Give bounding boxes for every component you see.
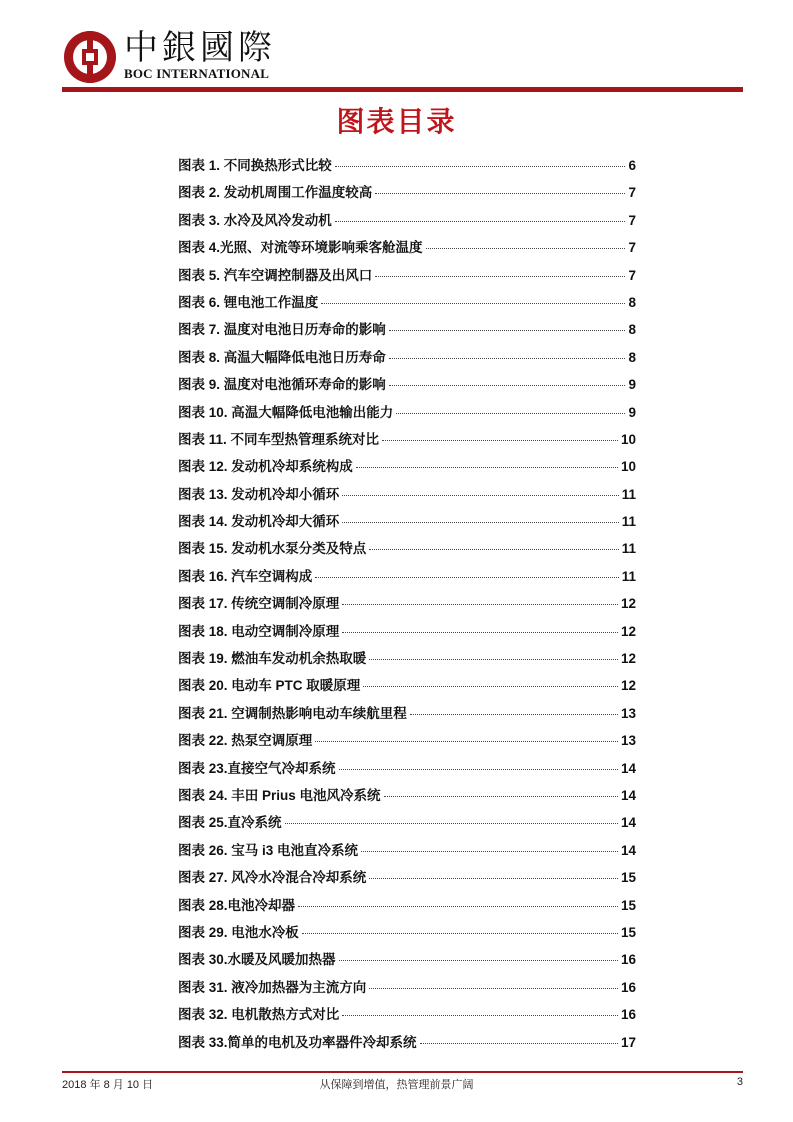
toc-dot-leader <box>389 385 626 386</box>
toc-entry-label: 图表 10. 高温大幅降低电池输出能力 <box>178 404 394 420</box>
toc-entry[interactable] <box>178 647 636 674</box>
toc-entry[interactable] <box>178 811 636 838</box>
toc-entry-label: 图表 15. 发动机水泵分类及特点 <box>178 541 367 557</box>
toc-entry-page: 12 <box>620 651 636 667</box>
toc-entry[interactable] <box>178 510 636 537</box>
toc-dot-leader <box>384 796 618 797</box>
footer-date: 2018 年 8 月 10 日 <box>62 1079 154 1091</box>
toc-entry[interactable] <box>178 346 636 373</box>
toc-dot-leader <box>356 467 618 468</box>
toc-entry-page: 8 <box>628 349 636 365</box>
toc-entry-page: 12 <box>620 596 636 612</box>
toc-entry-label: 图表 13. 发动机冷却小循环 <box>178 486 340 502</box>
toc-entry-label: 图表 20. 电动车 PTC 取暖原理 <box>178 678 361 694</box>
toc-entry-page: 14 <box>620 815 636 831</box>
toc-entry-label: 图表 6. 锂电池工作温度 <box>178 294 319 310</box>
footer-page-number: 3 <box>736 1076 743 1088</box>
brand-name-english: BOC INTERNATIONAL <box>124 66 270 81</box>
toc-entry-label: 图表 5. 汽车空调控制器及出风口 <box>178 267 373 283</box>
toc-dot-leader <box>342 604 618 605</box>
toc-dot-leader <box>361 851 618 852</box>
toc-entry[interactable] <box>178 592 636 619</box>
toc-entry[interactable] <box>178 729 636 756</box>
toc-entry-page: 13 <box>620 705 636 721</box>
toc-entry-page: 15 <box>620 924 636 940</box>
toc-entry[interactable] <box>178 181 636 208</box>
header-divider <box>62 87 743 92</box>
page-title: 图表目录 <box>336 105 457 138</box>
toc-entry-label: 图表 21. 空调制热影响电动车续航里程 <box>178 705 407 721</box>
toc-dot-leader <box>315 741 618 742</box>
toc-entry[interactable] <box>178 784 636 811</box>
brand-name-chinese: 中銀國際 <box>124 28 276 68</box>
toc-entry[interactable] <box>178 373 636 400</box>
toc-dot-leader <box>335 166 626 167</box>
toc-entry-label: 图表 4.光照、对流等环境影响乘客舱温度 <box>178 240 423 256</box>
toc-dot-leader <box>396 413 625 414</box>
toc-dot-leader <box>342 632 618 633</box>
toc-dot-leader <box>382 440 618 441</box>
toc-entry-label: 图表 30.水暖及风暖加热器 <box>178 952 336 968</box>
toc-entry-label: 图表 33.简单的电机及功率器件冷却系统 <box>178 1034 417 1050</box>
toc-entry[interactable] <box>178 948 636 975</box>
toc-entry[interactable] <box>178 483 636 510</box>
toc-dot-leader <box>389 358 626 359</box>
toc-entry[interactable] <box>178 702 636 729</box>
toc-entry[interactable] <box>178 894 636 921</box>
toc-entry[interactable] <box>178 674 636 701</box>
toc-entry[interactable] <box>178 620 636 647</box>
toc-entry-page: 15 <box>620 870 636 886</box>
toc-entry-label: 图表 12. 发动机冷却系统构成 <box>178 459 353 475</box>
toc-entry-label: 图表 22. 热泵空调原理 <box>178 733 313 749</box>
toc-entry-label: 图表 28.电池冷却器 <box>178 897 296 913</box>
toc-entry[interactable] <box>178 401 636 428</box>
toc-dot-leader <box>410 714 618 715</box>
toc-entry-page: 11 <box>621 568 636 584</box>
toc-entry-page: 11 <box>621 486 636 502</box>
toc-entry[interactable] <box>178 976 636 1003</box>
toc-entry-page: 7 <box>628 185 636 201</box>
toc-dot-leader <box>285 823 618 824</box>
page-header <box>0 0 793 95</box>
toc-entry-label: 图表 9. 温度对电池循环寿命的影响 <box>178 377 386 393</box>
toc-entry-page: 14 <box>620 787 636 803</box>
toc-dot-leader <box>298 906 618 907</box>
toc-entry-page: 12 <box>620 623 636 639</box>
toc-dot-leader <box>369 659 618 660</box>
toc-entry-page: 9 <box>628 377 636 393</box>
toc-entry-label: 图表 31. 液冷加热器为主流方向 <box>178 979 367 995</box>
toc-entry-page: 16 <box>620 952 636 968</box>
toc-entry-page: 11 <box>621 514 636 530</box>
toc-dot-leader <box>321 303 625 304</box>
toc-entry-label: 图表 23.直接空气冷却系统 <box>178 760 336 776</box>
toc-entry-page: 14 <box>620 842 636 858</box>
toc-dot-leader <box>302 933 618 934</box>
toc-entry[interactable] <box>178 839 636 866</box>
toc-dot-leader <box>342 1015 618 1016</box>
toc-entry[interactable] <box>178 154 636 181</box>
toc-entry-label: 图表 29. 电池水冷板 <box>178 924 299 940</box>
toc-dot-leader <box>315 577 618 578</box>
toc-entry-label: 图表 8. 高温大幅降低电池日历寿命 <box>178 349 386 365</box>
toc-entry-label: 图表 7. 温度对电池日历寿命的影响 <box>178 322 386 338</box>
table-of-figures <box>178 154 636 1058</box>
boc-coin-logo-icon <box>62 29 118 85</box>
toc-entry-page: 7 <box>628 267 636 283</box>
toc-dot-leader <box>335 221 626 222</box>
toc-entry-page: 6 <box>628 158 636 173</box>
toc-entry[interactable] <box>178 1031 636 1058</box>
toc-entry-label: 图表 11. 不同车型热管理系统对比 <box>178 431 380 447</box>
toc-entry-page: 12 <box>620 678 636 694</box>
toc-dot-leader <box>426 248 626 249</box>
toc-dot-leader <box>369 988 618 989</box>
toc-dot-leader <box>342 522 618 523</box>
toc-entry-label: 图表 14. 发动机冷却大循环 <box>178 514 340 530</box>
footer-divider <box>62 1071 743 1073</box>
toc-entry[interactable] <box>178 291 636 318</box>
toc-entry-page: 11 <box>621 541 636 557</box>
toc-dot-leader <box>389 330 626 331</box>
toc-entry-page: 7 <box>628 212 636 228</box>
toc-entry[interactable] <box>178 537 636 564</box>
toc-dot-leader <box>375 193 625 194</box>
toc-entry[interactable] <box>178 455 636 482</box>
toc-entry-page: 16 <box>620 979 636 995</box>
toc-entry-page: 9 <box>628 404 636 420</box>
toc-entry[interactable] <box>178 264 636 291</box>
toc-entry[interactable] <box>178 318 636 345</box>
toc-entry-page: 13 <box>620 733 636 749</box>
toc-entry-label: 图表 19. 燃油车发动机余热取暖 <box>178 651 367 667</box>
toc-entry-page: 10 <box>620 459 636 475</box>
toc-entry-page: 8 <box>628 322 636 338</box>
toc-entry[interactable] <box>178 209 636 236</box>
toc-entry-page: 15 <box>620 897 636 913</box>
toc-entry[interactable] <box>178 757 636 784</box>
toc-entry[interactable] <box>178 921 636 948</box>
toc-dot-leader <box>369 549 618 550</box>
toc-entry[interactable] <box>178 236 636 263</box>
toc-dot-leader <box>363 686 618 687</box>
toc-entry-label: 图表 32. 电机散热方式对比 <box>178 1007 340 1023</box>
toc-entry-page: 10 <box>620 431 636 447</box>
footer-report-title: 从保障到增值，热管理前景广阔 <box>319 1078 474 1091</box>
toc-entry-page: 7 <box>628 240 636 256</box>
toc-dot-leader <box>369 878 618 879</box>
toc-entry-label: 图表 16. 汽车空调构成 <box>178 568 313 584</box>
toc-entry[interactable] <box>178 866 636 893</box>
toc-dot-leader <box>339 960 618 961</box>
toc-entry-label: 图表 26. 宝马 i3 电池直冷系统 <box>178 842 359 858</box>
toc-entry-label: 图表 2. 发动机周围工作温度较高 <box>178 185 373 201</box>
toc-entry-label: 图表 1. 不同换热形式比较 <box>178 158 332 173</box>
toc-dot-leader <box>339 769 618 770</box>
toc-dot-leader <box>375 276 625 277</box>
toc-entry[interactable] <box>178 1003 636 1030</box>
toc-entry-label: 图表 27. 风冷水冷混合冷却系统 <box>178 870 367 886</box>
toc-entry-page: 17 <box>620 1034 636 1050</box>
toc-entry-label: 图表 18. 电动空调制冷原理 <box>178 623 340 639</box>
toc-entry-page: 14 <box>620 760 636 776</box>
toc-dot-leader <box>420 1043 618 1044</box>
toc-entry[interactable] <box>178 565 636 592</box>
toc-entry-page: 16 <box>620 1007 636 1023</box>
toc-entry-page: 8 <box>628 294 636 310</box>
toc-entry-label: 图表 3. 水冷及风冷发动机 <box>178 212 332 228</box>
toc-entry[interactable] <box>178 428 636 455</box>
toc-entry-label: 图表 25.直冷系统 <box>178 815 282 831</box>
toc-dot-leader <box>342 495 618 496</box>
toc-entry-label: 图表 24. 丰田 Prius 电池风冷系统 <box>178 787 381 803</box>
toc-entry-label: 图表 17. 传统空调制冷原理 <box>178 596 340 612</box>
